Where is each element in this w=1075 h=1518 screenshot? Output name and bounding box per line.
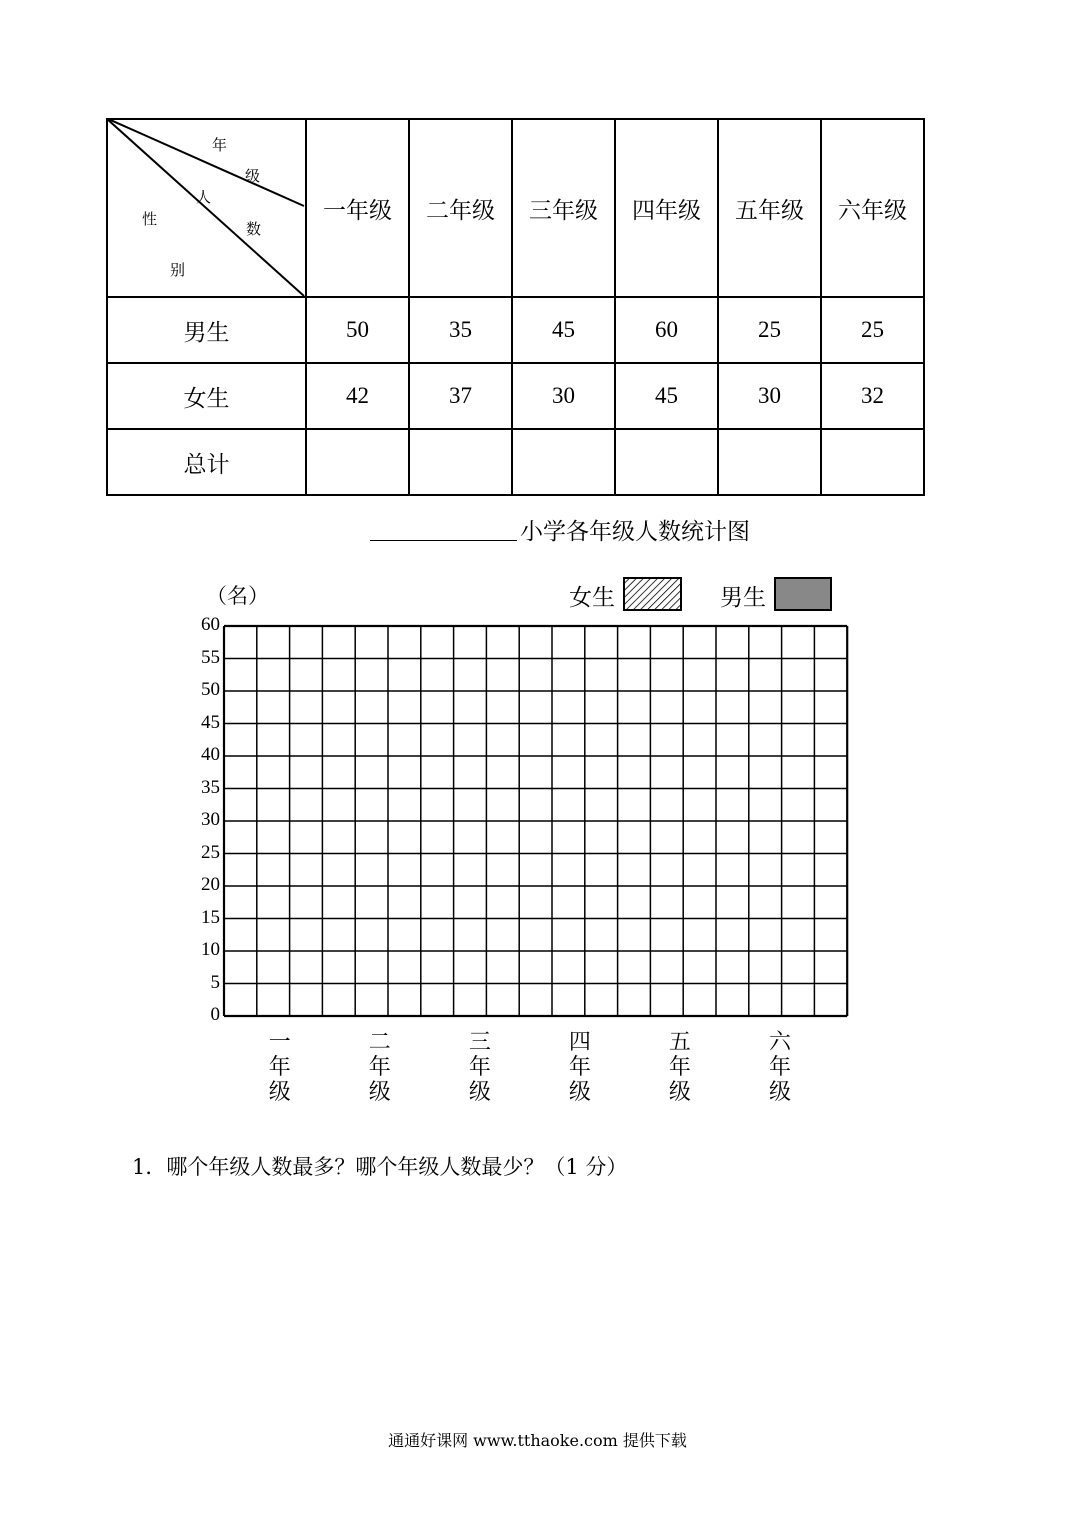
y-tick: 0 — [210, 1004, 220, 1025]
y-tick: 10 — [201, 939, 220, 960]
chart-grid — [222, 624, 854, 1020]
y-tick: 35 — [201, 776, 220, 798]
cell-girls-grade-1: 42 — [306, 363, 409, 429]
cell-girls-grade-6: 32 — [821, 363, 924, 429]
cell-girls-grade-5: 30 — [718, 363, 821, 429]
y-tick: 25 — [201, 841, 220, 863]
x-category-grade-5: 五 年 级 — [668, 1030, 691, 1105]
y-tick: 30 — [201, 809, 220, 830]
row-label-girls: 女生 — [107, 363, 306, 429]
cell-boys-grade-5: 25 — [718, 297, 821, 363]
corner-label-grade-2: 级 — [245, 167, 261, 185]
corner-label-gender-2: 别 — [170, 261, 186, 279]
table-row-boys — [107, 297, 924, 363]
x-category-grade-2: 二 年 级 — [368, 1030, 391, 1105]
column-header-grade-1: 一年级 — [306, 119, 409, 297]
y-tick: 40 — [201, 744, 220, 765]
cell-girls-grade-3: 30 — [512, 363, 615, 429]
legend-label-girls: 女生 — [569, 585, 615, 611]
x-category-grade-3: 三 年 级 — [468, 1030, 491, 1105]
x-category-grade-1: 一 年 级 — [268, 1030, 291, 1105]
cell-total-grade-4[interactable] — [615, 429, 718, 495]
data-table — [106, 118, 925, 496]
question-1: 1．哪个年级人数最多？哪个年级人数最少？（1 分） — [132, 1155, 628, 1179]
legend-label-boys: 男生 — [720, 585, 766, 611]
cell-boys-grade-1: 50 — [306, 297, 409, 363]
chart-title-blank[interactable] — [370, 540, 517, 541]
corner-label-gender-1: 性 — [142, 210, 158, 228]
chart-title: 小学各年级人数统计图 — [520, 519, 750, 545]
column-header-grade-3: 三年级 — [512, 119, 615, 297]
y-axis-unit-label: （名） — [206, 584, 269, 608]
cell-total-grade-1[interactable] — [306, 429, 409, 495]
cell-total-grade-5[interactable] — [718, 429, 821, 495]
column-header-grade-6: 六年级 — [821, 119, 924, 297]
row-label-boys: 男生 — [107, 297, 306, 363]
legend-swatch-girls-hatched — [623, 577, 682, 611]
y-tick: 20 — [201, 874, 220, 895]
cell-girls-grade-4: 45 — [615, 363, 718, 429]
x-category-grade-4: 四 年 级 — [568, 1030, 591, 1105]
cell-boys-grade-2: 35 — [409, 297, 512, 363]
y-tick: 50 — [201, 679, 220, 700]
y-tick: 5 — [210, 971, 220, 993]
row-label-total: 总计 — [107, 429, 306, 495]
table-row-girls — [107, 363, 924, 429]
y-tick: 55 — [201, 646, 220, 668]
cell-boys-grade-6: 25 — [821, 297, 924, 363]
legend-swatch-boys-gray — [774, 577, 832, 611]
cell-total-grade-2[interactable] — [409, 429, 512, 495]
column-header-grade-2: 二年级 — [409, 119, 512, 297]
corner-label-people-2: 数 — [246, 220, 262, 238]
y-tick: 15 — [201, 906, 220, 928]
cell-total-grade-3[interactable] — [512, 429, 615, 495]
cell-boys-grade-3: 45 — [512, 297, 615, 363]
y-tick: 60 — [201, 614, 220, 635]
table-row-total — [107, 429, 924, 495]
y-tick: 45 — [201, 711, 220, 733]
cell-girls-grade-2: 37 — [409, 363, 512, 429]
corner-diagonal-lines — [106, 118, 306, 298]
table-corner-header — [107, 119, 306, 297]
cell-total-grade-6[interactable] — [821, 429, 924, 495]
corner-label-grade-1: 年 — [212, 136, 228, 154]
footer-text: 通通好课网 www.tthaoke.com 提供下载 — [388, 1431, 687, 1450]
corner-label-people-1: 人 — [196, 188, 212, 206]
x-category-grade-6: 六 年 级 — [768, 1030, 791, 1105]
cell-boys-grade-4: 60 — [615, 297, 718, 363]
column-header-grade-4: 四年级 — [615, 119, 718, 297]
column-header-grade-5: 五年级 — [718, 119, 821, 297]
